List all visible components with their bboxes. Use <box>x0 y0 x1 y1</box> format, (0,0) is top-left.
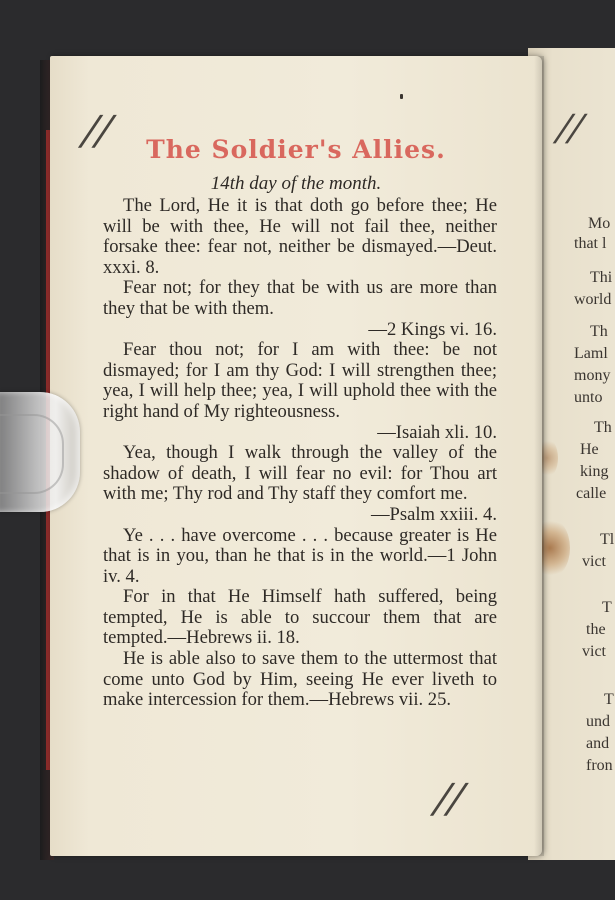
verse-2: Fear not; for they that be with us are more than they that be with them. <box>103 277 497 319</box>
left-pencil-mark-top: // <box>75 108 120 154</box>
right-page-fragment: vict <box>582 553 606 570</box>
glass-clip-holder <box>0 392 80 512</box>
verse-5: Ye . . . have overcome . . . because greater is He that is in you, than he that is in the world.—1 John iv. 4. <box>103 524 497 587</box>
right-page-fragment: T <box>604 691 614 708</box>
right-page-fragment: fron <box>586 757 613 774</box>
right-page-fragment: Thi <box>590 269 613 286</box>
right-page-fragment: mony <box>574 367 611 384</box>
verse-6: For in that He Himself hath suffered, being tempted, He is able to succour them that are tempted.—Hebrews ii. 18. <box>103 586 497 649</box>
verse-1: The Lord, He it is that doth go before thee; He will be with thee, He will not fail thee, neither forsake thee: fear not, neither be dismayed.—Deut. xxxi. 8. <box>103 195 497 278</box>
right-page-fragment: that l <box>574 235 607 252</box>
verse-4-reference: —Psalm xxiii. 4. <box>370 503 497 525</box>
page-mark-dot <box>400 94 403 99</box>
right-page-fragment: und <box>586 713 610 730</box>
right-page-fragment: and <box>586 735 610 752</box>
right-page-fragment: calle <box>576 485 607 502</box>
verse-list <box>103 196 497 711</box>
right-pencil-mark: // <box>550 108 590 149</box>
right-page-fragment: He <box>580 441 599 458</box>
verse-2-reference: —2 Kings vi. 16. <box>368 318 497 340</box>
right-page-fragment: world <box>574 291 612 308</box>
left-pencil-mark-bottom: // <box>427 776 472 822</box>
right-page-fragment: vict <box>582 643 606 660</box>
verse-3-reference: —Isaiah xli. 10. <box>377 421 497 443</box>
right-page-fragment: king <box>580 463 609 480</box>
verse-7: He is able also to save them to the uttermost that come unto God by Him, seeing He ever liveth to make intercession for them.—Hebrews vii. 25. <box>103 648 497 711</box>
right-page-fragment: unto <box>574 389 603 406</box>
right-page-fragment: Mo <box>588 215 611 232</box>
page-title: The Soldier's Allies. <box>146 135 446 164</box>
verse-4: Yea, though I walk through the valley of the shadow of death, I will fear no evil: for Thou art with me; Thy rod and Thy staff they comfort me. <box>103 442 497 505</box>
right-page-fragment: the <box>586 621 606 638</box>
right-page-fragment: Tl <box>600 531 615 548</box>
right-page-fragment: Th <box>590 323 608 340</box>
right-page-fragment: Laml <box>574 345 608 362</box>
page-subtitle: 14th day of the month. <box>210 173 382 194</box>
right-page-fragment: T <box>602 599 612 616</box>
right-page-fragment: Th <box>594 419 612 436</box>
verse-3: Fear thou not; for I am with thee: be not dismayed; for I am thy God: I will strengthen thee; yea, I will help thee; yea, I will uphold thee with the right hand of My righteousness. <box>103 339 497 422</box>
